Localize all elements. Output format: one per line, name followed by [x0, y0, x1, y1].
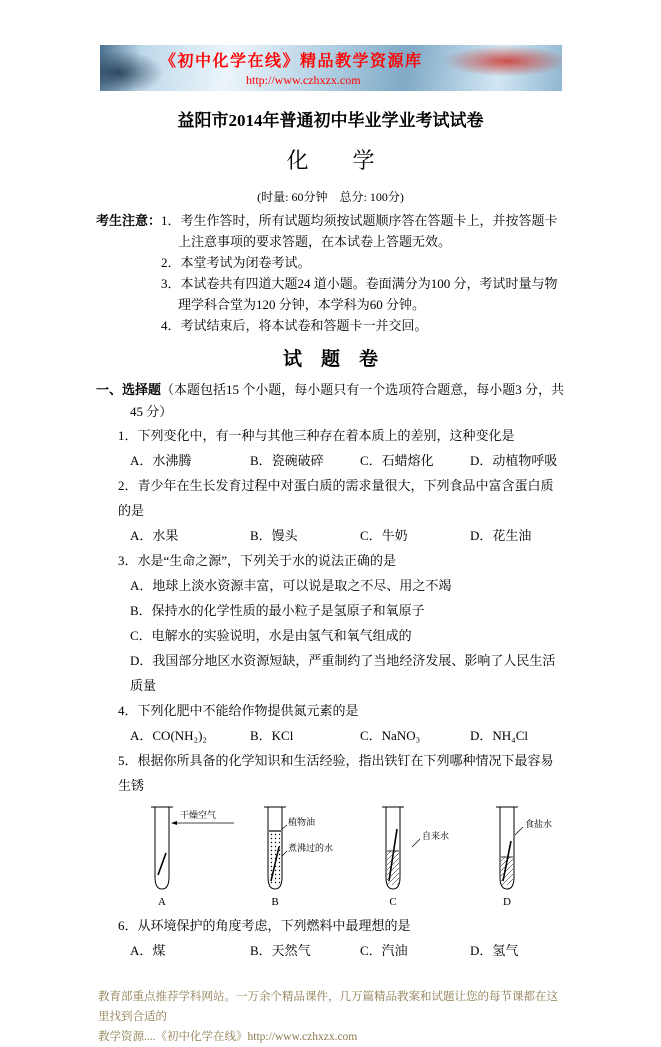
footer-line-2: 教学资源....《初中化学在线》http://www.czhxzx.com [98, 1031, 358, 1043]
question-stem: 6．从环境保护的角度考虑，下列燃料中最理想的是 [118, 918, 411, 933]
question-2 [96, 473, 565, 548]
option-row [130, 938, 565, 963]
question-1 [96, 423, 565, 473]
question-stem: 2．青少年在生长发育过程中对蛋白质的需求量很大，下列食品中富含蛋白质的是 [118, 478, 554, 518]
section-desc: （本题包括15 个小题，每小题只有一个选项符合题意，每小题3 分，共45 分） [130, 382, 565, 419]
notice-item: 3．本试卷共有四道大题24 道小题。卷面满分为100 分，考试时量与物理学科合堂为120 分钟，本学科为60 分钟。 [161, 276, 558, 312]
option-c: C．电解水的实验说明，水是由氢气和氧气组成的 [130, 628, 412, 643]
option-b: B．天然气 [250, 943, 311, 958]
tube-label-d: D [503, 896, 511, 908]
option-d: D．动植物呼吸 [470, 453, 558, 468]
option-row [130, 523, 565, 548]
question-4 [96, 698, 565, 748]
option-a: A．水沸腾 [130, 453, 192, 468]
paper-title: 试 题 卷 [282, 349, 378, 370]
option-a: A．水果 [130, 528, 179, 543]
option-d: D．花生油 [470, 528, 532, 543]
option-row [130, 448, 565, 473]
figure-test-tubes [146, 801, 565, 913]
footer [98, 987, 565, 1047]
site-banner [100, 45, 562, 91]
option-b: B．瓷碗破碎 [250, 453, 324, 468]
test-tube-b [264, 807, 333, 908]
test-tube-a [151, 807, 234, 908]
option-b: B．保持水的化学性质的最小粒子是氢原子和氧原子 [130, 603, 425, 618]
tube-label-c: C [389, 896, 397, 908]
section-heading [96, 379, 565, 423]
test-tube-diagram [146, 801, 591, 913]
question-stem: 3．水是“生命之源”，下列关于水的说法正确的是 [118, 553, 397, 568]
option-b: B．馒头 [250, 528, 298, 543]
question-6 [96, 913, 565, 963]
exam-title: 益阳市2014年普通初中毕业学业考试试卷 [177, 111, 484, 130]
notice-section [96, 210, 565, 336]
notice-item: 1．考生作答时，所有试题均须按试题顺序答在答题卡上，并按答题卡上注意事项的要求答题，在本试卷上答题无效。 [161, 213, 558, 249]
question-3 [96, 548, 565, 698]
banner-url-link[interactable]: http://www.czhxzx.com [246, 73, 361, 87]
test-tube-d [496, 807, 552, 908]
annotation-salt-water: 食盐水 [525, 819, 553, 829]
annotation-dry-air: 干燥空气 [180, 810, 217, 820]
option-d: D．NH₄Cl [470, 728, 528, 743]
option-d: D．我国部分地区水资源短缺，严重制约了当地经济发展、影响了人民生活质量 [130, 653, 556, 693]
annotation-tap-water: 自来水 [422, 831, 450, 841]
annotation-boiled-water: 煮沸过的水 [288, 843, 334, 853]
annotation-oil: 植物油 [288, 817, 316, 827]
question-stem: 5．根据你所具备的化学知识和生活经验，指出铁钉在下列哪种情况下最容易生锈 [118, 753, 554, 793]
option-c: C．汽油 [360, 943, 408, 958]
test-tube-c [382, 807, 449, 908]
option-d: D．氢气 [470, 943, 519, 958]
option-a: A．CO(NH₂)₂ [130, 728, 207, 743]
exam-page [0, 45, 661, 1047]
question-stem: 4．下列化肥中不能给作物提供氮元素的是 [118, 703, 359, 718]
iron-nail [158, 853, 166, 875]
notice-items [161, 210, 565, 336]
subject-title: 化 学 [286, 148, 375, 173]
option-c: C．石蜡熔化 [360, 453, 434, 468]
option-stack [130, 573, 565, 698]
question-stem: 1．下列变化中，有一种与其他三种存在着本质上的差别，这种变化是 [118, 428, 515, 443]
tube-label-b: B [271, 896, 279, 908]
option-c: C．牛奶 [360, 528, 408, 543]
footer-line-1: 教育部重点推荐学科网站。一万余个精品课件，几万篇精品教案和试题让您的每节课都在这里找到合适的 [98, 991, 558, 1023]
exam-meta: (时量: 60分钟 总分: 100分) [257, 190, 404, 204]
option-row [130, 723, 565, 748]
question-5 [96, 748, 565, 913]
notice-item: 4．考试结束后，将本试卷和答题卡一并交回。 [161, 318, 428, 333]
option-c: C．NaNO₃ [360, 728, 421, 743]
option-a: A．地球上淡水资源丰富，可以说是取之不尽、用之不竭 [130, 578, 452, 593]
option-b: B．KCl [250, 728, 294, 743]
banner-title: 《初中化学在线》精品教学资源库 [160, 53, 423, 70]
option-a: A．煤 [130, 943, 166, 958]
notice-label: 考生注意： [96, 213, 162, 228]
notice-item: 2．本堂考试为闭卷考试。 [161, 255, 311, 270]
section-label: 一、选择题 [96, 382, 162, 397]
tube-label-a: A [158, 896, 166, 908]
